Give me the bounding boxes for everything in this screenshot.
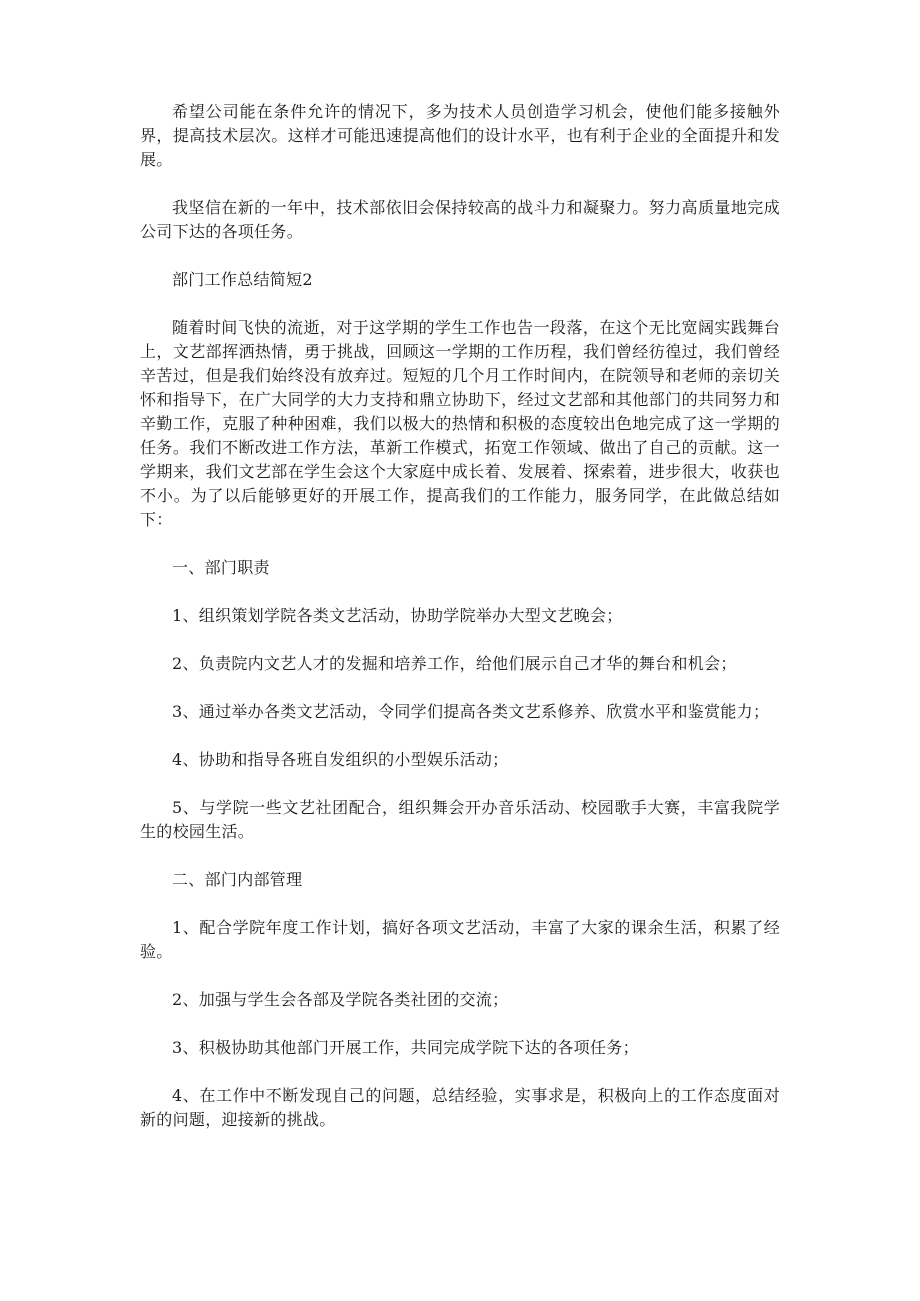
section-title: 部门工作总结简短2 — [172, 270, 313, 289]
opening-paragraph: 随着时间飞快的流逝，对于这学期的学生工作也告一段落，在这个无比宽阔实践舞台上，文艺部挥洒热情，勇于挑战，回顾这一学期的工作历程，我们曾经彷徨过，我们曾经辛苦过，但是我们始终没有放弃过。短短的几个月工作时间内，在院领导和老师的亲切关怀和指导下，在广大同学的大力支持和鼎立协助下，经过文艺部和其他部门的共同努力和辛勤工作，克服了种种困难，我们以极大的热情和积极的态度较出色地完成了这一学期的任务。我们不断改进工作方法，革新工作模式，拓宽工作领域、做出了自己的贡献。这一学期来，我们文艺部在学生会这个大家庭中成长着、发展着、探索着，进步很大，收获也不小。为了以后能够更好的开展工作，提高我们的工作能力，服务同学，在此做总结如下： — [140, 318, 780, 529]
part1-item: 1、组织策划学院各类文艺活动，协助学院举办大型文艺晚会； — [172, 606, 623, 625]
document-body — [140, 100, 780, 1156]
part1-item: 4、协助和指导各班自发组织的小型娱乐活动； — [172, 750, 509, 769]
part2-item: 2、加强与学生会各部及学院各类社团的交流； — [172, 990, 509, 1009]
part1-heading: 一、部门职责 — [172, 558, 270, 577]
part1-item: 3、通过举办各类文艺活动，令同学们提高各类文艺系修养、欣赏水平和鉴赏能力； — [172, 702, 770, 721]
intro-paragraph: 希望公司能在条件允许的情况下，多为技术人员创造学习机会，使他们能多接触外界，提高技术层次。这样才可能迅速提高他们的设计水平，也有利于企业的全面提升和发展。 — [140, 102, 780, 169]
part1-item: 5、与学院一些文艺社团配合，组织舞会开办音乐活动、校园歌手大赛，丰富我院学生的校园生活。 — [140, 798, 780, 841]
part2-item: 1、配合学院年度工作计划，搞好各项文艺活动，丰富了大家的课余生活，积累了经验。 — [140, 918, 780, 961]
part2-item: 3、积极协助其他部门开展工作，共同完成学院下达的各项任务； — [172, 1038, 639, 1057]
part2-heading: 二、部门内部管理 — [172, 870, 303, 889]
intro-paragraph: 我坚信在新的一年中，技术部依旧会保持较高的战斗力和凝聚力。努力高质量地完成公司下达的各项任务。 — [140, 198, 780, 241]
part2-item: 4、在工作中不断发现自己的问题，总结经验，实事求是，积极向上的工作态度面对新的问题，迎接新的挑战。 — [140, 1086, 780, 1129]
part1-item: 2、负责院内文艺人才的发掘和培养工作，给他们展示自己才华的舞台和机会； — [172, 654, 737, 673]
